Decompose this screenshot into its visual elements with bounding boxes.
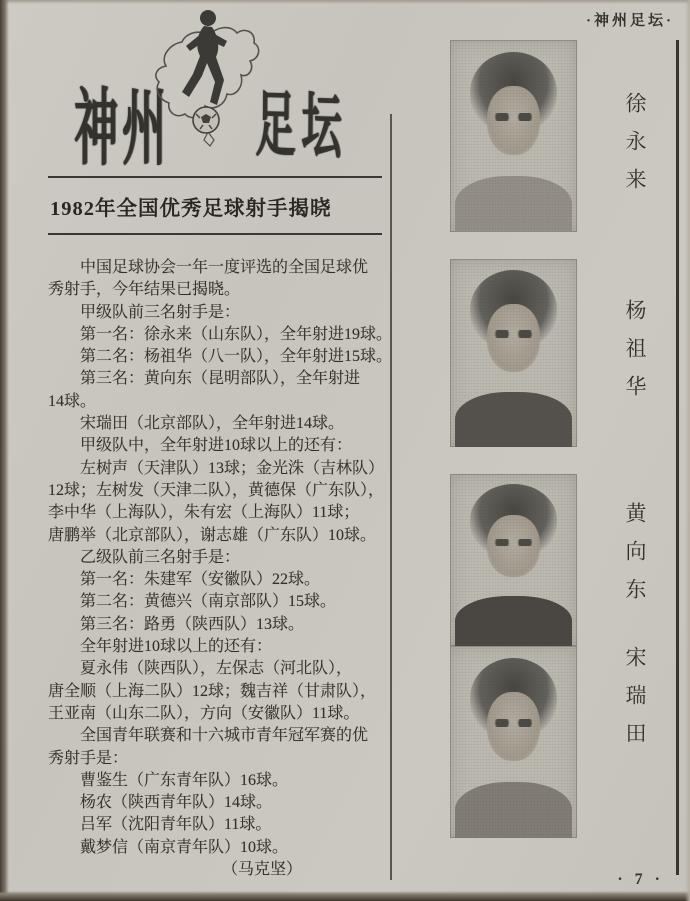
article-line: 夏永伟（陕西队），左保志（河北队）， xyxy=(80,660,353,678)
article-line: 中国足球协会一年一度评选的全国足球优 xyxy=(80,259,369,276)
article-line: 全国青年联赛和十六城市青年冠军赛的优 xyxy=(80,727,369,745)
page-number: · 7 · xyxy=(617,871,664,888)
article-line: 12球；左树发（天津二队），黄德保（广东队）， xyxy=(48,481,385,499)
article-line: （马克坚） xyxy=(221,861,302,879)
article-line: 甲级队中，全年射进10球以上的还有： xyxy=(80,437,353,455)
halftone-grain xyxy=(450,259,577,447)
masthead-text-left: 神州 xyxy=(74,82,170,176)
portrait-caption: 杨祖华 xyxy=(623,299,647,413)
article-line: 甲级队前三名射手是： xyxy=(80,303,241,321)
scan-edge-left xyxy=(0,0,9,901)
article-line: 第二名：黄德兴（南京部队）15球。 xyxy=(80,593,337,611)
portrait-photo xyxy=(450,40,577,232)
masthead-logo xyxy=(48,2,382,174)
article-line: 秀射手，今年结果已揭晓。 xyxy=(48,281,241,299)
portrait-photo xyxy=(450,259,577,447)
article-line: 唐全顺（上海二队）12球；魏吉祥（甘肃队）， xyxy=(48,682,377,700)
article-line: 戴梦信（南京青年队）10球。 xyxy=(80,838,289,856)
running-head: ·神州足坛· xyxy=(585,13,674,29)
article-line: 王亚南（山东二队），方向（安徽队）11球。 xyxy=(48,704,360,722)
article-line: 第一名：朱建军（安徽队）22球。 xyxy=(80,571,321,589)
masthead-text-right: 足坛 xyxy=(255,84,348,169)
article-line: 第一名：徐永来（山东队），全年射进19球。 xyxy=(80,325,393,343)
article-line: 左树声（天津队）13球；金光洙（吉林队） xyxy=(80,459,385,477)
portrait-caption: 黄向东 xyxy=(623,502,647,616)
article-body xyxy=(48,257,393,881)
scan-edge-right xyxy=(685,0,690,901)
article-line: 曹鉴生（广东青年队）16球。 xyxy=(80,771,289,789)
portrait-photo xyxy=(450,474,577,646)
article-line: 乙级队前三名射手是： xyxy=(80,548,241,566)
portrait-row xyxy=(450,474,680,646)
portrait-caption: 宋瑞田 xyxy=(623,646,647,760)
halftone-grain xyxy=(450,646,577,838)
column-divider-rule xyxy=(390,114,392,880)
article-line: 第三名：黄向东（昆明部队），全年射进 xyxy=(80,370,361,388)
article-line: 宋瑞田（北京部队），全年射进14球。 xyxy=(80,415,345,433)
portrait-row xyxy=(450,40,680,232)
portrait-caption: 徐永来 xyxy=(623,92,647,206)
article-line: 秀射手是： xyxy=(48,749,129,767)
article-line: 吕军（沈阳青年队）11球。 xyxy=(80,816,272,834)
portrait-row xyxy=(450,259,680,447)
article-line: 杨农（陕西青年队）14球。 xyxy=(80,794,273,812)
article-title: 1982年全国优秀足球射手揭晓 xyxy=(50,198,332,220)
halftone-grain xyxy=(450,474,577,646)
article-line: 唐鹏举（北京部队），谢志雄（广东队）10球。 xyxy=(48,526,377,544)
portraits-column xyxy=(450,40,680,865)
article-title-box xyxy=(48,176,382,235)
article-line: 14球。 xyxy=(48,392,97,410)
article-line: 李中华（上海队），朱有宏（上海队）11球； xyxy=(48,504,360,522)
portrait-row xyxy=(450,646,680,838)
scan-edge-bottom xyxy=(0,891,690,901)
article-line: 第二名：杨祖华（八一队），全年射进15球。 xyxy=(80,348,393,366)
footballer-china-map-icon xyxy=(144,2,272,174)
article-line: 第三名：路勇（陕西队）13球。 xyxy=(80,615,305,633)
halftone-grain xyxy=(450,40,577,232)
article-line: 全年射进10球以上的还有： xyxy=(80,638,273,656)
portrait-photo xyxy=(450,646,577,838)
